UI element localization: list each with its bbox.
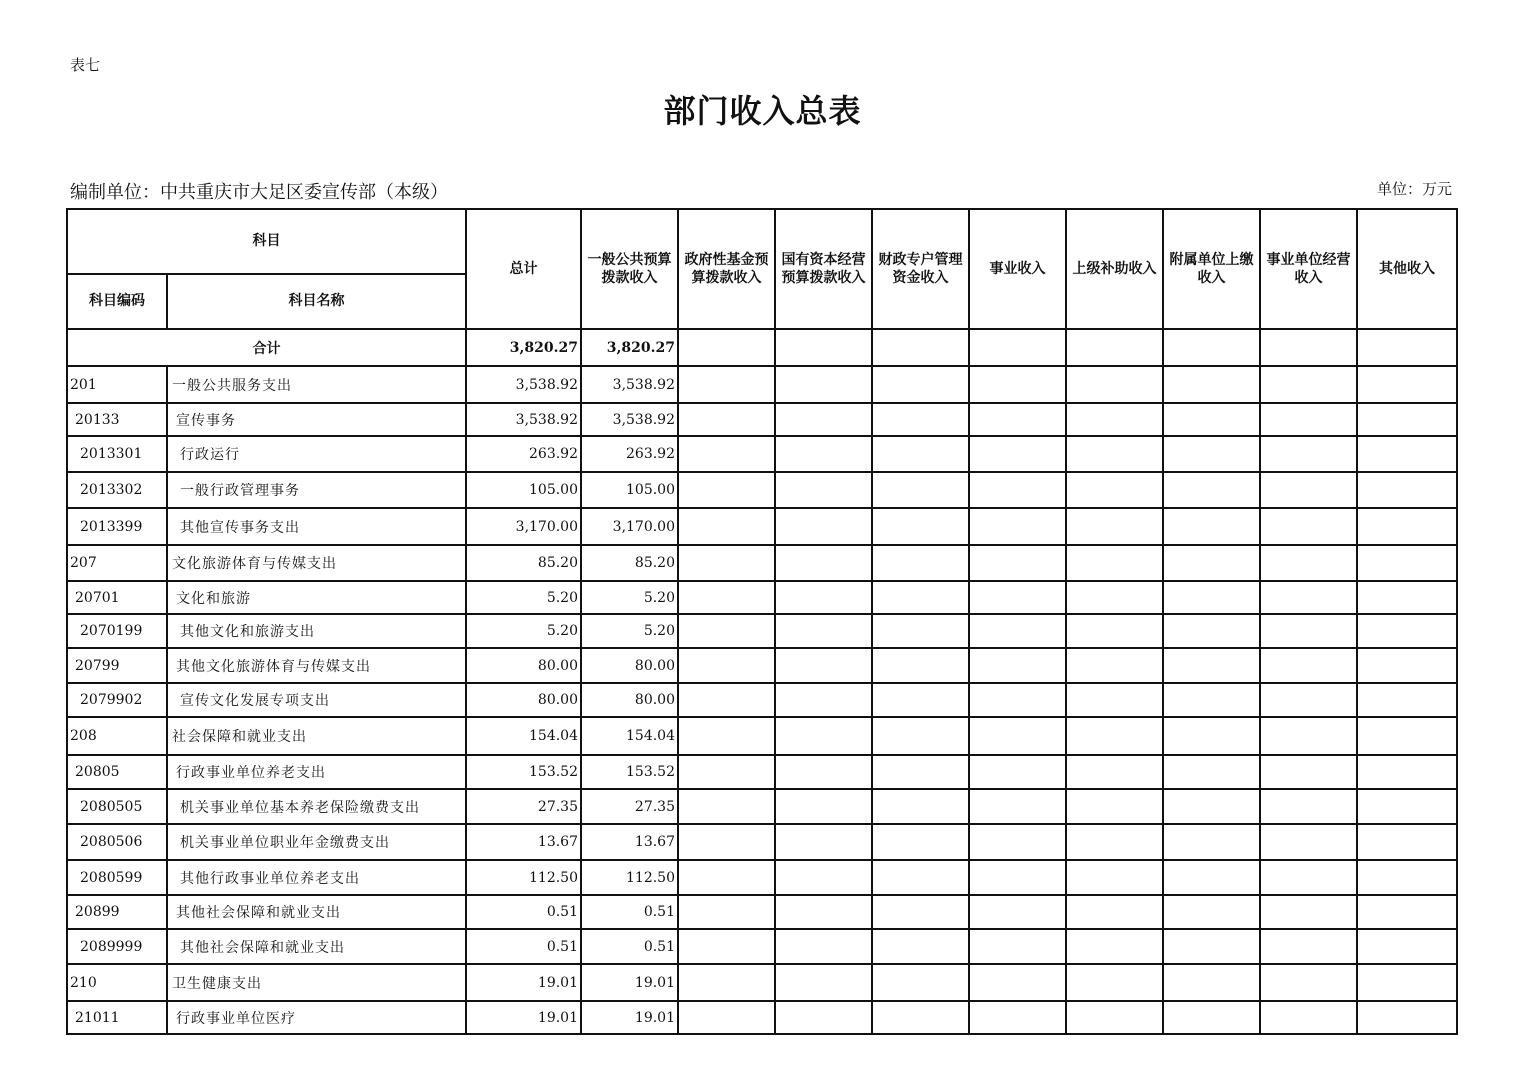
empty-cell	[1357, 472, 1457, 508]
empty-cell	[1357, 895, 1457, 929]
subject-name: 文化旅游体育与传媒支出	[167, 545, 466, 581]
empty-cell	[1260, 545, 1357, 581]
empty-cell	[1260, 717, 1357, 755]
empty-cell	[1066, 755, 1163, 789]
subject-name: 其他文化和旅游支出	[167, 614, 466, 648]
empty-cell	[678, 895, 775, 929]
empty-cell	[1357, 929, 1457, 964]
empty-cell	[1066, 929, 1163, 964]
empty-cell	[1357, 717, 1457, 755]
empty-cell	[1260, 860, 1357, 895]
empty-cell	[1260, 366, 1357, 403]
table-row	[67, 895, 1457, 929]
empty-cell	[1163, 860, 1260, 895]
empty-cell	[775, 614, 872, 648]
empty-cell	[1066, 964, 1163, 1001]
subject-name: 其他社会保障和就业支出	[167, 929, 466, 964]
subject-code: 2080505	[67, 789, 167, 824]
subject-name: 行政事业单位医疗	[167, 1001, 466, 1034]
empty-cell	[872, 683, 969, 717]
subject-code: 20701	[67, 581, 167, 614]
table-row	[67, 614, 1457, 648]
empty-cell	[1260, 581, 1357, 614]
empty-cell	[678, 824, 775, 860]
empty-cell	[775, 964, 872, 1001]
row-general-budget: 153.52	[581, 755, 678, 789]
subject-name: 社会保障和就业支出	[167, 717, 466, 755]
empty-cell	[1357, 366, 1457, 403]
empty-cell	[1357, 824, 1457, 860]
empty-cell	[969, 436, 1066, 472]
empty-cell	[1066, 614, 1163, 648]
empty-cell	[1066, 436, 1163, 472]
total-row	[67, 329, 1457, 366]
subject-code: 20899	[67, 895, 167, 929]
subject-name: 其他宣传事务支出	[167, 508, 466, 545]
header-state-capital: 国有资本经营预算拨款收入	[775, 209, 872, 329]
empty-cell	[872, 929, 969, 964]
empty-cell	[872, 648, 969, 683]
row-total: 3,538.92	[466, 366, 581, 403]
empty-cell	[872, 403, 969, 436]
empty-cell	[678, 545, 775, 581]
table-row	[67, 789, 1457, 824]
empty-cell	[1357, 545, 1457, 581]
empty-cell	[969, 403, 1066, 436]
row-general-budget: 0.51	[581, 929, 678, 964]
table-row	[67, 366, 1457, 403]
empty-cell	[969, 1001, 1066, 1034]
row-general-budget: 27.35	[581, 789, 678, 824]
empty-cell	[1163, 366, 1260, 403]
subject-code: 2089999	[67, 929, 167, 964]
empty-cell	[969, 755, 1066, 789]
header-superior-subsidy: 上级补助收入	[1066, 209, 1163, 329]
row-total: 105.00	[466, 472, 581, 508]
empty-cell	[1066, 860, 1163, 895]
empty-cell	[1260, 403, 1357, 436]
row-total: 5.20	[466, 581, 581, 614]
row-total: 19.01	[466, 1001, 581, 1034]
table-row	[67, 717, 1457, 755]
subject-code: 2013399	[67, 508, 167, 545]
empty-cell	[1163, 614, 1260, 648]
empty-cell	[1357, 755, 1457, 789]
row-general-budget: 80.00	[581, 683, 678, 717]
empty-cell	[775, 366, 872, 403]
empty-cell	[678, 648, 775, 683]
empty-cell	[969, 929, 1066, 964]
row-total: 5.20	[466, 614, 581, 648]
subject-name: 其他行政事业单位养老支出	[167, 860, 466, 895]
empty-cell	[872, 717, 969, 755]
empty-cell	[969, 366, 1066, 403]
empty-cell	[1066, 366, 1163, 403]
table-row	[67, 648, 1457, 683]
empty-cell	[969, 545, 1066, 581]
empty-cell	[1163, 472, 1260, 508]
empty-cell	[1260, 436, 1357, 472]
row-total: 263.92	[466, 436, 581, 472]
empty-cell	[872, 860, 969, 895]
empty-cell	[872, 824, 969, 860]
empty-cell	[969, 648, 1066, 683]
total-sum: 3,820.27	[466, 329, 581, 366]
empty-cell	[1260, 964, 1357, 1001]
empty-cell	[1260, 1001, 1357, 1034]
empty-cell	[775, 436, 872, 472]
empty-cell	[1260, 648, 1357, 683]
row-general-budget: 263.92	[581, 436, 678, 472]
subject-code: 2070199	[67, 614, 167, 648]
subject-code: 210	[67, 964, 167, 1001]
row-general-budget: 19.01	[581, 964, 678, 1001]
row-total: 80.00	[466, 648, 581, 683]
empty-cell	[1163, 545, 1260, 581]
subject-name: 行政运行	[167, 436, 466, 472]
row-total: 27.35	[466, 789, 581, 824]
table-row	[67, 1001, 1457, 1034]
empty-cell	[1163, 929, 1260, 964]
row-general-budget: 0.51	[581, 895, 678, 929]
empty-cell	[678, 929, 775, 964]
empty-cell	[872, 545, 969, 581]
empty-cell	[1260, 755, 1357, 789]
subject-name: 宣传事务	[167, 403, 466, 436]
empty-cell	[1066, 824, 1163, 860]
header-other-income: 其他收入	[1357, 209, 1457, 329]
empty-cell	[969, 614, 1066, 648]
empty-cell	[678, 614, 775, 648]
empty-cell	[1260, 789, 1357, 824]
row-general-budget: 85.20	[581, 545, 678, 581]
subject-code: 21011	[67, 1001, 167, 1034]
subject-code: 2080506	[67, 824, 167, 860]
total-label: 合计	[67, 329, 466, 366]
empty-cell	[775, 403, 872, 436]
empty-cell	[1260, 508, 1357, 545]
empty-cell	[775, 472, 872, 508]
empty-cell	[1357, 964, 1457, 1001]
subject-name: 卫生健康支出	[167, 964, 466, 1001]
row-general-budget: 154.04	[581, 717, 678, 755]
empty-cell	[678, 366, 775, 403]
empty-cell	[1357, 614, 1457, 648]
empty-cell	[872, 581, 969, 614]
subject-name: 宣传文化发展专项支出	[167, 683, 466, 717]
table-row	[67, 964, 1457, 1001]
empty-cell	[969, 581, 1066, 614]
row-general-budget: 112.50	[581, 860, 678, 895]
empty-cell	[678, 683, 775, 717]
empty-cell	[1066, 581, 1163, 614]
table-row	[67, 403, 1457, 436]
empty-cell	[872, 895, 969, 929]
empty-cell	[678, 789, 775, 824]
empty-cell	[678, 717, 775, 755]
row-general-budget: 5.20	[581, 614, 678, 648]
page-title: 部门收入总表	[663, 92, 862, 130]
empty-cell	[678, 436, 775, 472]
empty-cell	[872, 366, 969, 403]
table-row	[67, 581, 1457, 614]
empty-cell	[1163, 895, 1260, 929]
empty-cell	[1066, 895, 1163, 929]
empty-cell	[775, 789, 872, 824]
row-total: 85.20	[466, 545, 581, 581]
subject-name: 机关事业单位基本养老保险缴费支出	[167, 789, 466, 824]
subject-name: 行政事业单位养老支出	[167, 755, 466, 789]
empty-cell	[969, 717, 1066, 755]
empty-cell	[775, 717, 872, 755]
empty-cell	[872, 436, 969, 472]
table-row	[67, 472, 1457, 508]
empty-cell	[775, 1001, 872, 1034]
empty-cell	[1260, 683, 1357, 717]
subject-code: 207	[67, 545, 167, 581]
row-general-budget: 5.20	[581, 581, 678, 614]
empty-cell	[872, 614, 969, 648]
table-row	[67, 755, 1457, 789]
subject-code: 2013302	[67, 472, 167, 508]
table-row	[67, 545, 1457, 581]
empty-cell	[775, 683, 872, 717]
subject-code: 2013301	[67, 436, 167, 472]
row-total: 153.52	[466, 755, 581, 789]
empty-cell	[1163, 436, 1260, 472]
subject-name: 其他社会保障和就业支出	[167, 895, 466, 929]
empty-cell	[1066, 789, 1163, 824]
subject-name: 其他文化旅游体育与传媒支出	[167, 648, 466, 683]
organization-label: 编制单位：中共重庆市大足区委宣传部（本级）	[70, 182, 448, 203]
empty-cell	[872, 964, 969, 1001]
empty-cell	[1357, 581, 1457, 614]
empty-cell	[678, 403, 775, 436]
subject-name: 一般公共服务支出	[167, 366, 466, 403]
subject-name: 文化和旅游	[167, 581, 466, 614]
empty-cell	[1357, 648, 1457, 683]
empty-cell	[1066, 508, 1163, 545]
table-row	[67, 436, 1457, 472]
empty-cell	[969, 860, 1066, 895]
empty-cell	[775, 895, 872, 929]
empty-cell	[872, 755, 969, 789]
row-general-budget: 13.67	[581, 824, 678, 860]
empty-cell	[775, 581, 872, 614]
empty-cell	[1163, 1001, 1260, 1034]
empty-cell	[1163, 717, 1260, 755]
row-total: 112.50	[466, 860, 581, 895]
table-row	[67, 860, 1457, 895]
empty-cell	[1163, 964, 1260, 1001]
empty-cell	[1260, 824, 1357, 860]
table-number: 表七	[70, 56, 101, 74]
empty-cell	[872, 508, 969, 545]
unit-label: 单位：万元	[1376, 180, 1452, 198]
header-affiliated-turnover: 附属单位上缴收入	[1163, 209, 1260, 329]
empty-cell	[969, 964, 1066, 1001]
subject-code: 2079902	[67, 683, 167, 717]
empty-cell	[1163, 683, 1260, 717]
subject-code: 2080599	[67, 860, 167, 895]
row-general-budget: 105.00	[581, 472, 678, 508]
empty-cell	[1066, 403, 1163, 436]
empty-cell	[969, 789, 1066, 824]
header-business-income: 事业收入	[969, 209, 1066, 329]
subject-name: 机关事业单位职业年金缴费支出	[167, 824, 466, 860]
empty-cell	[969, 824, 1066, 860]
table-row	[67, 508, 1457, 545]
header-general-budget: 一般公共预算拨款收入	[581, 209, 678, 329]
empty-cell	[872, 789, 969, 824]
empty-cell	[872, 1001, 969, 1034]
empty-cell	[678, 508, 775, 545]
empty-cell	[775, 755, 872, 789]
header-subject: 科目	[67, 209, 466, 274]
table-row	[67, 683, 1457, 717]
empty-cell	[969, 683, 1066, 717]
empty-cell	[1163, 755, 1260, 789]
empty-cell	[678, 860, 775, 895]
empty-cell	[1357, 860, 1457, 895]
row-general-budget: 3,538.92	[581, 366, 678, 403]
empty-cell	[775, 929, 872, 964]
empty-cell	[775, 824, 872, 860]
empty-cell	[969, 508, 1066, 545]
header-name: 科目名称	[167, 274, 466, 329]
empty-cell	[1163, 824, 1260, 860]
empty-cell	[1163, 403, 1260, 436]
table-row	[67, 824, 1457, 860]
empty-cell	[969, 472, 1066, 508]
empty-cell	[1357, 403, 1457, 436]
subject-code: 20805	[67, 755, 167, 789]
table-row	[67, 929, 1457, 964]
empty-cell	[1163, 648, 1260, 683]
empty-cell	[1260, 614, 1357, 648]
empty-cell	[1066, 1001, 1163, 1034]
empty-cell	[1163, 789, 1260, 824]
empty-cell	[775, 508, 872, 545]
empty-cell	[1066, 472, 1163, 508]
empty-cell	[1357, 1001, 1457, 1034]
row-total: 13.67	[466, 824, 581, 860]
row-total: 0.51	[466, 929, 581, 964]
empty-cell	[1357, 508, 1457, 545]
empty-cell	[775, 860, 872, 895]
header-fiscal-account: 财政专户管理资金收入	[872, 209, 969, 329]
subject-code: 208	[67, 717, 167, 755]
empty-cell	[678, 581, 775, 614]
subject-code: 20133	[67, 403, 167, 436]
empty-cell	[1260, 895, 1357, 929]
empty-cell	[1066, 648, 1163, 683]
empty-cell	[1163, 508, 1260, 545]
empty-cell	[678, 964, 775, 1001]
empty-cell	[1066, 683, 1163, 717]
row-general-budget: 3,170.00	[581, 508, 678, 545]
empty-cell	[1357, 683, 1457, 717]
header-business-operation: 事业单位经营收入	[1260, 209, 1357, 329]
empty-cell	[872, 472, 969, 508]
header-code: 科目编码	[67, 274, 167, 329]
income-table	[66, 208, 1458, 1035]
empty-cell	[678, 472, 775, 508]
header-gov-fund: 政府性基金预算拨款收入	[678, 209, 775, 329]
row-total: 0.51	[466, 895, 581, 929]
empty-cell	[678, 755, 775, 789]
empty-cell	[1357, 789, 1457, 824]
empty-cell	[1260, 929, 1357, 964]
subject-code: 20799	[67, 648, 167, 683]
total-general-budget: 3,820.27	[581, 329, 678, 366]
empty-cell	[775, 648, 872, 683]
row-total: 154.04	[466, 717, 581, 755]
empty-cell	[1066, 545, 1163, 581]
row-general-budget: 80.00	[581, 648, 678, 683]
row-total: 19.01	[466, 964, 581, 1001]
row-total: 80.00	[466, 683, 581, 717]
row-general-budget: 3,538.92	[581, 403, 678, 436]
row-total: 3,538.92	[466, 403, 581, 436]
empty-cell	[1260, 472, 1357, 508]
row-general-budget: 19.01	[581, 1001, 678, 1034]
row-total: 3,170.00	[466, 508, 581, 545]
empty-cell	[1066, 717, 1163, 755]
empty-cell	[678, 1001, 775, 1034]
header-total: 总计	[466, 209, 581, 329]
empty-cell	[775, 545, 872, 581]
empty-cell	[1163, 581, 1260, 614]
subject-code: 201	[67, 366, 167, 403]
empty-cell	[1357, 436, 1457, 472]
empty-cell	[969, 895, 1066, 929]
subject-name: 一般行政管理事务	[167, 472, 466, 508]
